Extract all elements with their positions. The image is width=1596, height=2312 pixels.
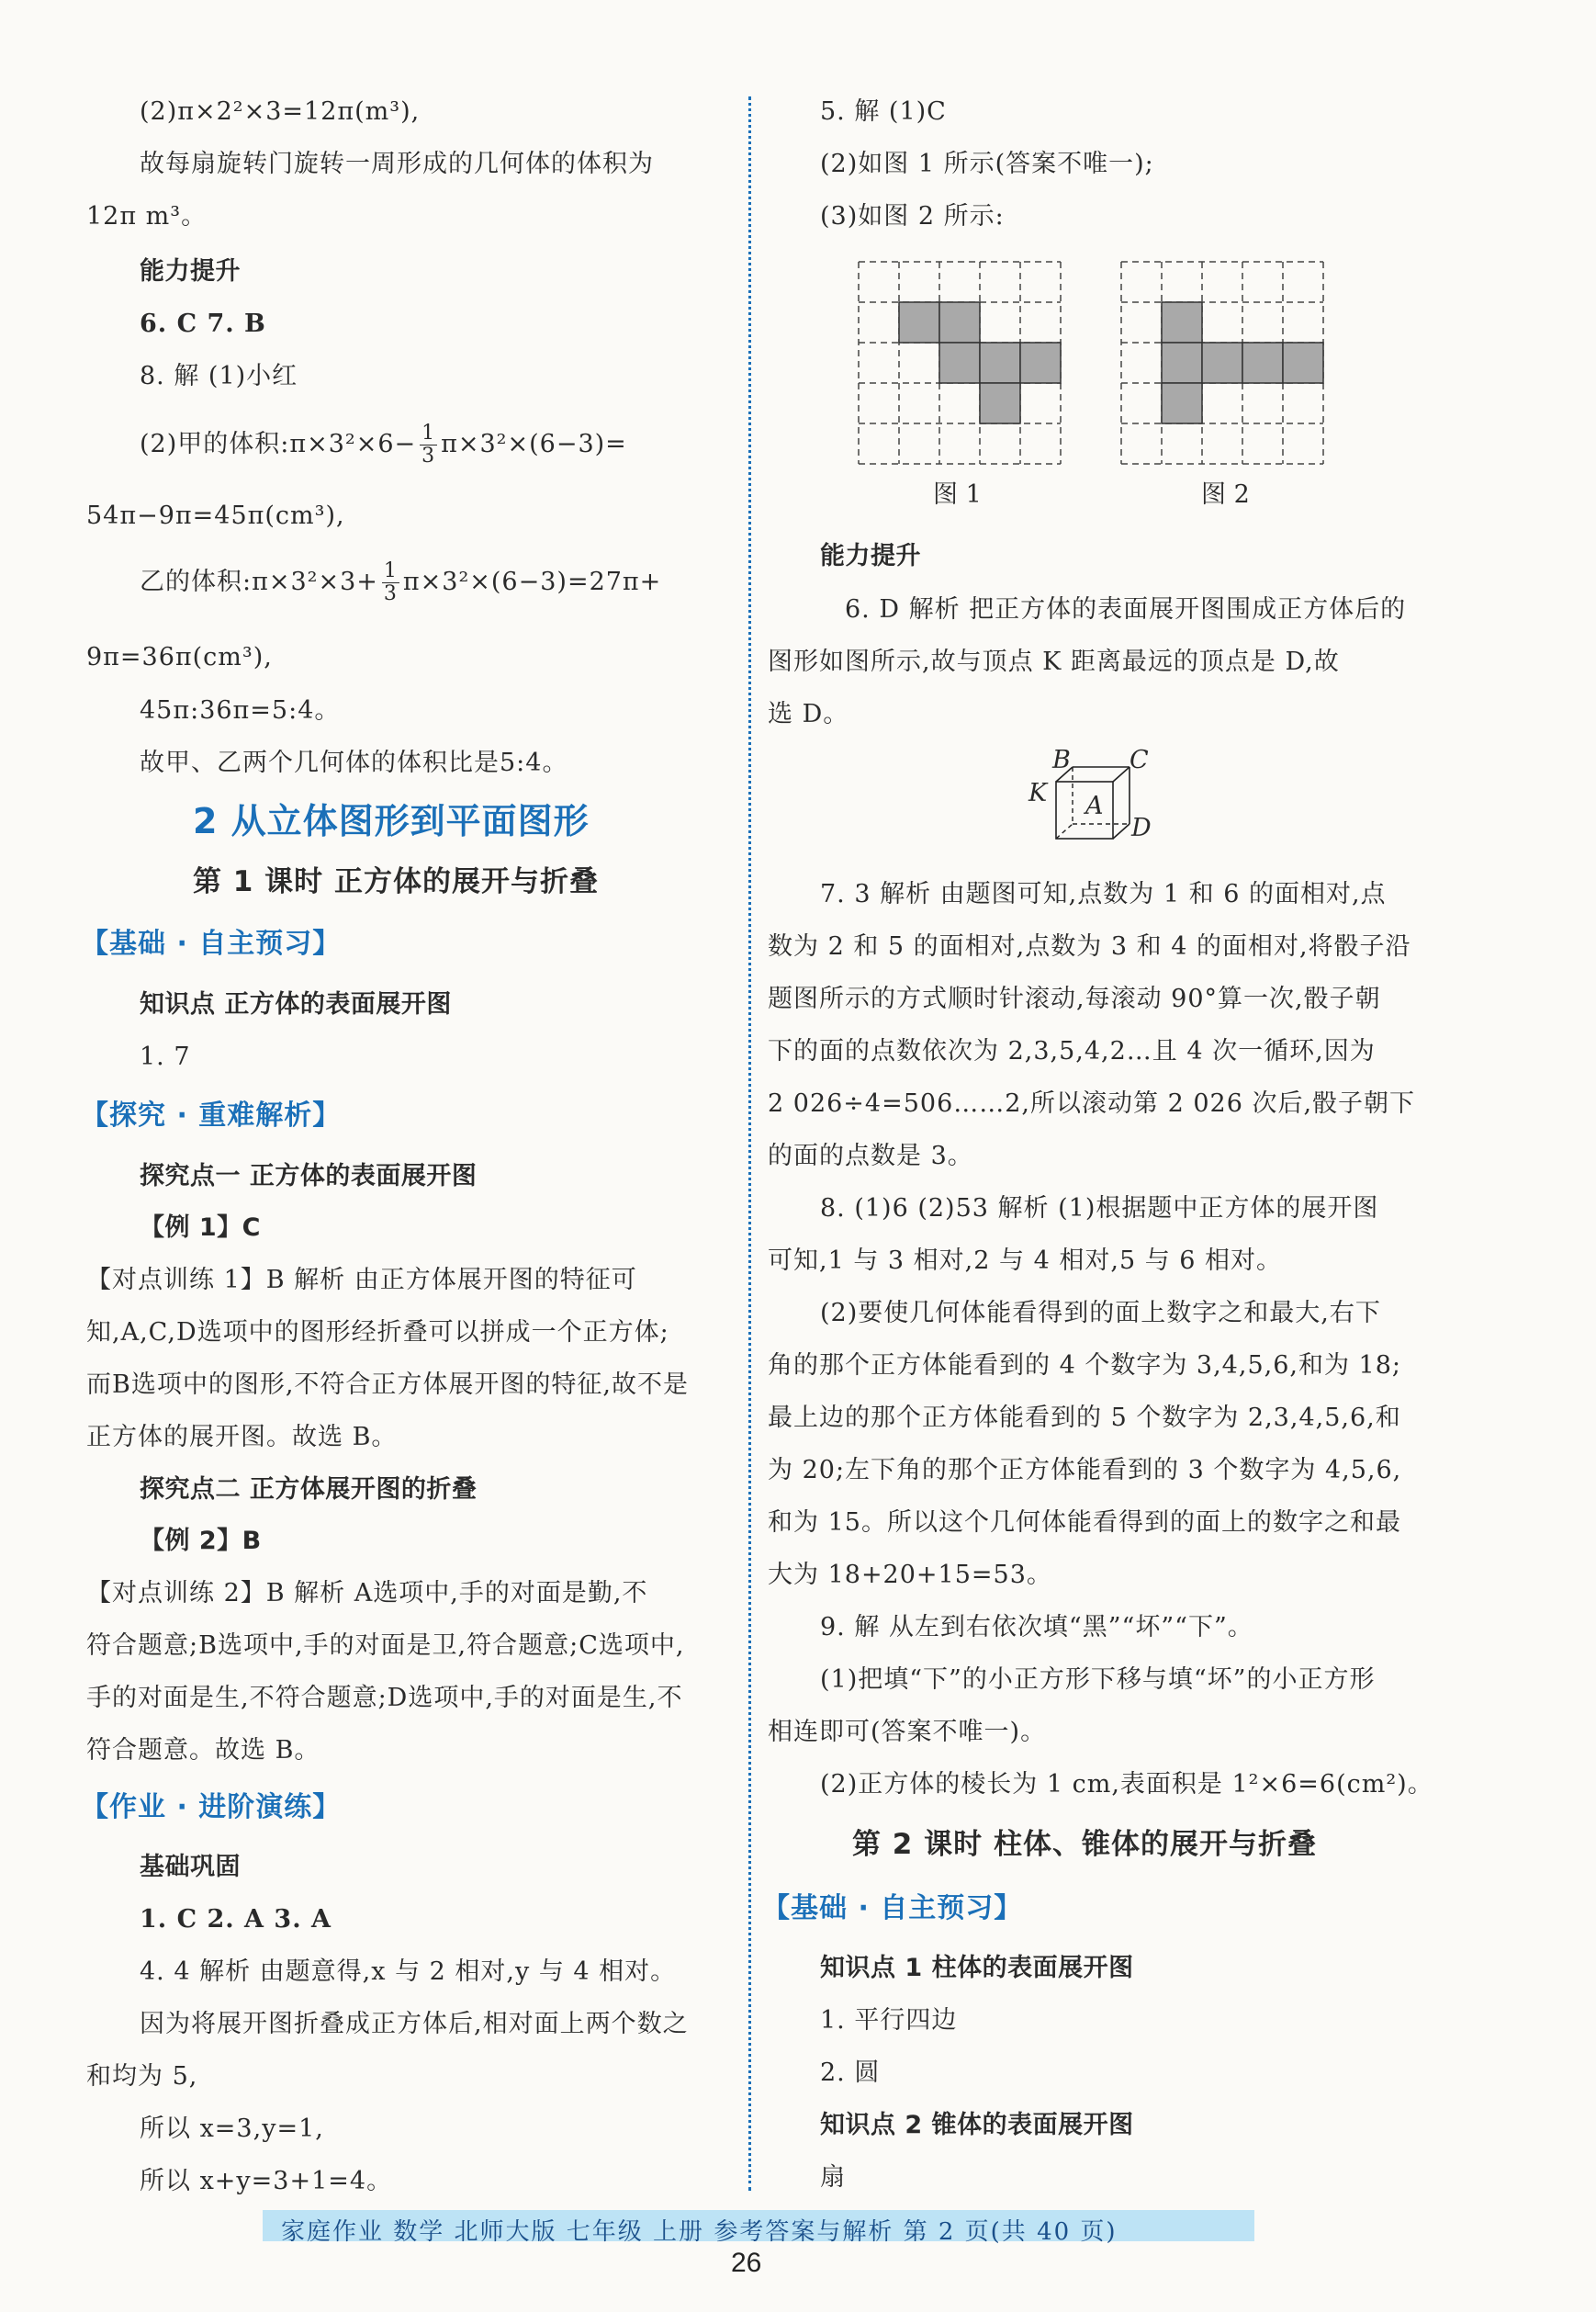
column-divider xyxy=(748,96,751,2191)
explore-point: 探究点二 正方体展开图的折叠 xyxy=(140,1475,478,1504)
text-line: 大为 18+20+15=53。 xyxy=(768,1561,1052,1589)
net-figure-1 xyxy=(854,257,1065,468)
subheading-ability: 能力提升 xyxy=(820,542,921,570)
text-line: 可知,1 与 3 相对,2 与 4 相对,5 与 6 相对。 xyxy=(768,1246,1283,1275)
text-line: 的面的点数是 3。 xyxy=(768,1142,973,1170)
text-line: 9π=36π(cm³), xyxy=(86,643,273,671)
text-line: 而B选项中的图形,不符合正方体展开图的特征,故不是 xyxy=(86,1370,690,1399)
text-line: 角的那个正方体能看到的 4 个数字为 3,4,5,6,和为 18; xyxy=(768,1351,1402,1380)
text-line: 故甲、乙两个几何体的体积比是5:4。 xyxy=(140,749,568,777)
text-line: (3)如图 2 所示: xyxy=(820,202,1005,231)
explore-point: 探究点一 正方体的表面展开图 xyxy=(140,1162,478,1190)
text-line: (2)如图 1 所示(答案不唯一); xyxy=(820,150,1154,178)
formula-prefix: (2)甲的体积:π×3²×6− xyxy=(140,430,417,459)
knowledge-point: 知识点 正方体的表面展开图 xyxy=(140,990,452,1019)
text-line: 45π:36π=5:4。 xyxy=(140,696,341,725)
knowledge-point: 知识点 1 柱体的表面展开图 xyxy=(820,1954,1134,1982)
answer-line: 4. 4 解析 由题意得,x 与 2 相对,y 与 4 相对。 xyxy=(140,1957,677,1986)
answer-line: 2. 圆 xyxy=(820,2058,881,2087)
vertex-label-D: D xyxy=(1131,814,1152,842)
text-line: 所以 x=3,y=1, xyxy=(140,2115,324,2143)
section-bracket: 【作业 · 进阶演练】 xyxy=(81,1791,342,1823)
net-figure-2 xyxy=(1117,257,1328,468)
answer-line: 5. 解 (1)C xyxy=(820,97,947,126)
text-line: (2)正方体的棱长为 1 cm,表面积是 1²×6=6(cm²)。 xyxy=(820,1770,1433,1799)
text-line: 知,A,C,D选项中的图形经折叠可以拼成一个正方体; xyxy=(86,1318,669,1347)
text-line: 符合题意;B选项中,手的对面是卫,符合题意;C选项中, xyxy=(86,1631,685,1660)
subheading-basic: 基础巩固 xyxy=(140,1853,241,1881)
text-line: (2)π×2²×3=12π(m³), xyxy=(140,97,421,126)
knowledge-point: 知识点 2 锥体的表面展开图 xyxy=(820,2111,1134,2139)
text-line: (1)把填“下”的小正方形下移与填“坏”的小正方形 xyxy=(820,1665,1376,1694)
answer-line: 1. 7 xyxy=(140,1043,191,1071)
text-line: 【对点训练 1】B 解析 由正方体展开图的特征可 xyxy=(86,1266,637,1294)
text-line: 【对点训练 2】B 解析 A选项中,手的对面是勤,不 xyxy=(86,1579,648,1607)
answer-line: 1. C 2. A 3. A xyxy=(140,1905,332,1934)
section-bracket: 【基础 · 自主预习】 xyxy=(81,928,342,960)
fraction: $\frac{1}{3}$ xyxy=(383,559,398,606)
text-line: 为 20;左下角的那个正方体能看到的 3 个数字为 4,5,6, xyxy=(768,1456,1402,1484)
answer-line: 6. D 解析 把正方体的表面展开图围成正方体后的 xyxy=(845,595,1407,624)
text-line: 题图所示的方式顺时针滚动,每滚动 90°算一次,骰子朝 xyxy=(768,985,1381,1013)
vertex-label-K: K xyxy=(1028,779,1048,807)
answer-line: 8. 解 (1)小红 xyxy=(140,362,298,390)
text-line: 选 D。 xyxy=(768,700,849,728)
text-line: 最上边的那个正方体能看到的 5 个数字为 2,3,4,5,6,和 xyxy=(768,1404,1401,1432)
text-line: 和均为 5, xyxy=(86,2062,198,2091)
formula-line xyxy=(140,423,627,468)
example-answer: 【例 2】B xyxy=(140,1527,262,1555)
section-bracket: 【探究 · 重难解析】 xyxy=(81,1100,342,1132)
footer-text: 家庭作业 数学 北师大版 七年级 上册 参考答案与解析 第 2 页(共 40 页) xyxy=(281,2218,1118,2246)
lesson-title: 第 1 课时 正方体的展开与折叠 xyxy=(193,865,599,898)
answer-line: 7. 3 解析 由题图可知,点数为 1 和 6 的面相对,点 xyxy=(820,880,1387,908)
answer-line: 扇 xyxy=(820,2163,846,2192)
text-line: 所以 x+y=3+1=4。 xyxy=(140,2167,393,2195)
text-line: 和为 15。所以这个几何体能看得到的面上的数字之和最 xyxy=(768,1508,1401,1537)
text-line: 图形如图所示,故与顶点 K 距离最远的顶点是 D,故 xyxy=(768,648,1340,676)
formula-prefix: 乙的体积:π×3²×3+ xyxy=(140,568,378,597)
formula-line xyxy=(140,560,661,605)
text-line: 数为 2 和 5 的面相对,点数为 3 和 4 的面相对,将骰子沿 xyxy=(768,932,1411,961)
lesson-title: 第 2 课时 柱体、锥体的展开与折叠 xyxy=(852,1828,1317,1861)
text-line: 符合题意。故选 B。 xyxy=(86,1736,320,1765)
example-answer: 【例 1】C xyxy=(140,1213,262,1242)
formula-suffix: π×3²×(6−3)=27π+ xyxy=(402,568,662,597)
section-bracket: 【基础 · 自主预习】 xyxy=(762,1892,1023,1924)
figure-caption-1: 图 1 xyxy=(933,480,982,509)
answer-line: 6. C 7. B xyxy=(140,310,266,338)
text-line: 12π m³。 xyxy=(86,202,208,231)
text-line: 正方体的展开图。故选 B。 xyxy=(86,1423,398,1451)
text-line: 手的对面是生,不符合题意;D选项中,手的对面是生,不 xyxy=(86,1684,683,1712)
formula-suffix: π×3²×(6−3)= xyxy=(441,430,627,459)
text-line: 因为将展开图折叠成正方体后,相对面上两个数之 xyxy=(140,2010,689,2038)
page-number: 26 xyxy=(731,2248,762,2278)
text-line: 下的面的点数依次为 2,3,5,4,2…且 4 次一循环,因为 xyxy=(768,1037,1376,1066)
figure-caption-2: 图 2 xyxy=(1201,480,1250,509)
vertex-label-B: B xyxy=(1052,746,1071,774)
section-title: 2 从立体图形到平面图形 xyxy=(193,801,590,841)
text-line: (2)要使几何体能看得到的面上数字之和最大,右下 xyxy=(820,1299,1381,1327)
text-line: 54π−9π=45π(cm³), xyxy=(86,502,345,530)
answer-line: 9. 解 从左到右依次填“黑”“坏”“下”。 xyxy=(820,1613,1253,1641)
text-line: 相连即可(答案不唯一)。 xyxy=(768,1718,1047,1746)
vertex-label-C: C xyxy=(1130,746,1149,774)
subheading-ability: 能力提升 xyxy=(140,257,241,286)
answer-line: 8. (1)6 (2)53 解析 (1)根据题中正方体的展开图 xyxy=(820,1194,1379,1223)
face-label-A: A xyxy=(1085,792,1104,820)
text-line: 2 026÷4=506……2,所以滚动第 2 026 次后,骰子朝下 xyxy=(768,1089,1416,1118)
text-line: 故每扇旋转门旋转一周形成的几何体的体积为 xyxy=(140,150,654,178)
fraction: $\frac{1}{3}$ xyxy=(421,422,436,468)
answer-line: 1. 平行四边 xyxy=(820,2006,958,2035)
